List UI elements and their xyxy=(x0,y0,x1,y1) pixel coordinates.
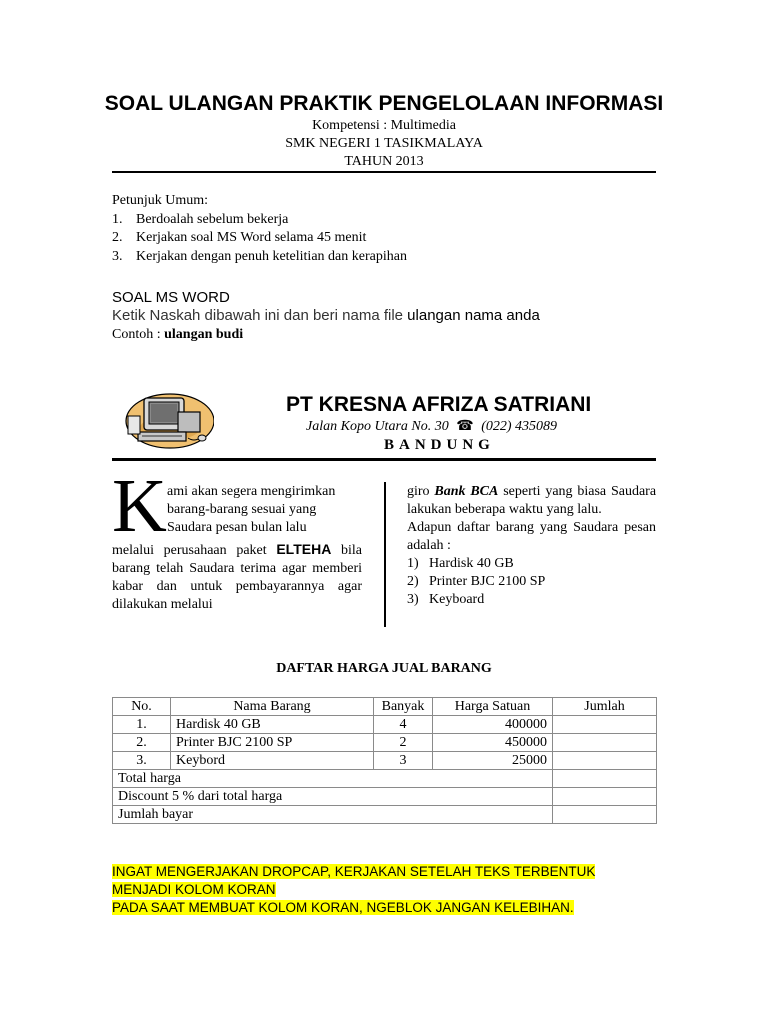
cell-nama: Printer BJC 2100 SP xyxy=(171,734,374,752)
column-line: ami akan segera mengirimkan xyxy=(167,484,336,499)
list-item xyxy=(407,573,656,591)
list-item xyxy=(407,555,656,573)
column-divider xyxy=(384,482,386,627)
price-table xyxy=(112,697,657,824)
computer-clipart xyxy=(118,388,214,454)
summary-row xyxy=(113,806,657,824)
phone-number: (022) 435089 xyxy=(481,419,558,434)
column-header: Harga Satuan xyxy=(433,698,553,716)
summary-value xyxy=(553,770,657,788)
address-text: Jalan Kopo Utara No. 30 xyxy=(306,419,449,434)
example-value: ulangan budi xyxy=(164,327,244,342)
highlighted-note: MENJADI KOLOM KORAN xyxy=(112,882,276,897)
bank-name: Bank BCA xyxy=(434,484,499,499)
instruction-item xyxy=(112,229,407,248)
note-line xyxy=(112,900,574,915)
item-text: Printer BJC 2100 SP xyxy=(429,574,546,589)
column-2 xyxy=(407,483,656,609)
summary-row xyxy=(113,770,657,788)
cell-jumlah xyxy=(553,734,657,752)
cell-banyak: 4 xyxy=(374,716,433,734)
item-number: 1) xyxy=(407,556,419,571)
highlighted-note: PADA SAAT MEMBUAT KOLOM KORAN, NGEBLOK JANGAN KELEBIHAN. xyxy=(112,900,574,915)
example-label: Contoh : xyxy=(112,327,161,342)
company-name: PT KRESNA AFRIZA SATRIANI xyxy=(286,393,592,416)
highlighted-note: INGAT MENGERJAKAN DROPCAP, KERJAKAN SETELAH TEKS TERBENTUK xyxy=(112,864,596,879)
cell-banyak: 3 xyxy=(374,752,433,770)
year-line: TAHUN 2013 xyxy=(344,154,424,169)
instruction-text: Ketik Naskah dibawah ini dan beri nama file xyxy=(112,307,403,324)
summary-value xyxy=(553,788,657,806)
body-text: bila barang telah Saudara terima agar memberi kabar dan untuk pembayarannya agar dilakukan melalui xyxy=(112,543,362,612)
drop-cap: K xyxy=(112,464,167,548)
list-item xyxy=(407,591,656,609)
cell-jumlah xyxy=(553,716,657,734)
cell-jumlah xyxy=(553,752,657,770)
cell-no: 2. xyxy=(113,734,171,752)
table-row xyxy=(113,734,657,752)
column-2-paragraph: Adapun daftar barang yang Saudara pesan adalah : xyxy=(407,520,656,553)
cell-nama: Hardisk 40 GB xyxy=(171,716,374,734)
cell-nama: Keybord xyxy=(171,752,374,770)
section-title: SOAL MS WORD xyxy=(112,289,230,306)
instruction-item xyxy=(112,248,407,267)
kompetensi-line: Kompetensi : Multimedia xyxy=(312,118,456,133)
body-text: melalui perusahaan paket xyxy=(112,543,267,558)
table-header-row xyxy=(113,698,657,716)
item-number: 2) xyxy=(407,574,419,589)
column-header: Jumlah xyxy=(553,698,657,716)
column-header: Nama Barang xyxy=(171,698,374,716)
company-address xyxy=(306,418,557,435)
task-instruction xyxy=(112,307,540,324)
note-line xyxy=(112,864,595,879)
header-divider xyxy=(112,171,656,173)
cell-banyak: 2 xyxy=(374,734,433,752)
summary-value xyxy=(553,806,657,824)
summary-label: Jumlah bayar xyxy=(113,806,553,824)
item-text: Hardisk 40 GB xyxy=(429,556,514,571)
table-row xyxy=(113,716,657,734)
column-header: Banyak xyxy=(374,698,433,716)
instructions-heading: Petunjuk Umum: xyxy=(112,193,209,208)
cell-harga: 25000 xyxy=(433,752,553,770)
column-1-top xyxy=(167,483,362,537)
column-line: barang-barang sesuai yang xyxy=(167,502,317,517)
body-text: seperti yang biasa Saudara lakukan beberapa waktu yang lalu. xyxy=(407,484,657,517)
phone-icon: ☎ xyxy=(456,419,474,434)
filename-text: ulangan nama anda xyxy=(407,307,540,324)
item-list xyxy=(407,555,656,609)
cell-no: 3. xyxy=(113,752,171,770)
summary-label: Total harga xyxy=(113,770,553,788)
letterhead-divider xyxy=(112,458,656,461)
item-number: 3. xyxy=(112,248,123,264)
summary-label: Discount 5 % dari total harga xyxy=(113,788,553,806)
item-text: Kerjakan soal MS Word selama 45 menit xyxy=(136,230,367,245)
column-header: No. xyxy=(113,698,171,716)
courier-brand: ELTEHA xyxy=(276,541,332,557)
company-city: BANDUNG xyxy=(384,437,495,453)
table-title: DAFTAR HARGA JUAL BARANG xyxy=(276,661,492,676)
item-text: Kerjakan dengan penuh ketelitian dan kerapihan xyxy=(136,248,407,264)
item-number: 2. xyxy=(112,230,123,245)
page-title: SOAL ULANGAN PRAKTIK PENGELOLAAN INFORMASI xyxy=(104,92,664,115)
column-2-paragraph xyxy=(407,483,656,519)
column-1-body xyxy=(112,540,362,614)
summary-row xyxy=(113,788,657,806)
column-line: Saudara pesan bulan lalu xyxy=(167,520,307,535)
body-text: giro xyxy=(407,484,430,499)
instruction-item xyxy=(112,211,407,230)
item-number: 1. xyxy=(112,211,123,227)
cell-harga: 400000 xyxy=(433,716,553,734)
general-instructions xyxy=(112,192,407,266)
school-name: SMK NEGERI 1 TASIKMALAYA xyxy=(285,136,483,151)
cell-no: 1. xyxy=(113,716,171,734)
cell-harga: 450000 xyxy=(433,734,553,752)
table-row xyxy=(113,752,657,770)
example-line xyxy=(112,327,243,343)
item-number: 3) xyxy=(407,592,419,607)
item-text: Berdoalah sebelum bekerja xyxy=(136,211,289,227)
note-line xyxy=(112,882,276,897)
item-text: Keyboard xyxy=(429,592,485,607)
